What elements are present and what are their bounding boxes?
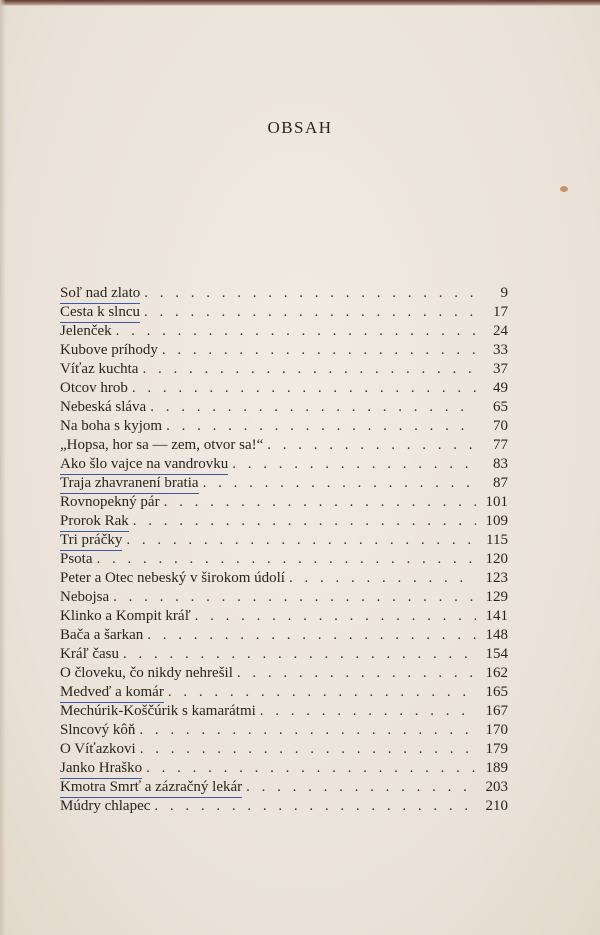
toc-entry [60,474,508,493]
dot-leader [260,702,476,721]
dot-leader [154,797,476,816]
toc-entry-title: Psota [60,551,93,567]
toc-entry-page: 49 [493,380,508,396]
dot-leader [116,322,476,341]
dot-leader [140,740,476,759]
toc-entry-title: Otcov hrob [60,380,128,396]
table-of-contents [60,284,508,816]
dot-leader [144,303,476,322]
toc-entry-page: 77 [493,437,508,453]
toc-entry-title: Bača a šarkan [60,627,144,643]
dot-leader [147,626,476,645]
dot-leader [132,379,476,398]
toc-entry-page: 189 [485,760,508,776]
dot-leader [162,341,476,360]
toc-entry [60,493,508,512]
toc-entry-page: 9 [500,285,508,301]
paper-stain [560,186,568,192]
toc-entry-title: „Hopsa, hor sa — zem, otvor sa!“ [60,437,264,453]
toc-entry-page: 83 [493,456,508,472]
toc-entry-page: 33 [493,342,508,358]
toc-entry [60,759,508,778]
toc-entry-title: Janko Hraško [60,759,142,779]
toc-entry [60,303,508,322]
page-title: OBSAH [267,118,333,137]
dot-leader [126,531,476,550]
toc-entry [60,550,508,569]
toc-entry-page: 17 [493,304,508,320]
dot-leader [203,474,476,493]
toc-entry [60,512,508,531]
toc-entry [60,455,508,474]
dot-leader [150,398,476,417]
toc-entry [60,797,508,816]
toc-entry [60,322,508,341]
toc-entry [60,569,508,588]
dot-leader [144,284,476,303]
toc-entry [60,398,508,417]
dot-leader [142,360,476,379]
toc-entry-page: 210 [485,798,508,814]
dot-leader [113,588,476,607]
dot-leader [195,607,476,626]
toc-entry-page: 87 [493,475,508,491]
dot-leader [289,569,476,588]
dot-leader [246,778,476,797]
toc-entry-title: Traja zhavranení bratia [60,474,199,494]
toc-entry-page: 141 [485,608,508,624]
toc-entry [60,702,508,721]
toc-entry-title: Kráľ času [60,646,119,662]
toc-entry-title: Cesta k slncu [60,303,140,323]
toc-entry [60,284,508,303]
dot-leader [123,645,476,664]
toc-entry [60,645,508,664]
toc-entry-title: Nebojsa [60,589,110,605]
dot-leader [133,512,476,531]
toc-entry [60,721,508,740]
dot-leader [164,493,476,512]
toc-entry-page: 167 [485,703,508,719]
toc-entry-page: 179 [485,741,508,757]
toc-entry-title: Mechúrik-Koščúrik s kamarátmi [60,703,256,719]
toc-entry-page: 148 [485,627,508,643]
page-top-edge [0,0,600,6]
toc-entry-title: Peter a Otec nebeský v širokom údolí [60,570,285,586]
toc-entry-title: Nebeská sláva [60,399,147,415]
toc-entry-title: Kubove príhody [60,342,158,358]
toc-entry-title: Klinko a Kompit kráľ [60,608,191,624]
toc-entry-page: 162 [485,665,508,681]
toc-entry [60,664,508,683]
toc-entry [60,588,508,607]
toc-entry-title: Jelenček [60,323,112,339]
toc-entry [60,436,508,455]
toc-entry-page: 123 [485,570,508,586]
toc-entry-page: 24 [493,323,508,339]
toc-entry [60,683,508,702]
toc-entry [60,607,508,626]
dot-leader [232,455,476,474]
toc-entry [60,360,508,379]
dot-leader [267,436,476,455]
dot-leader [146,759,476,778]
toc-entry-page: 170 [485,722,508,738]
toc-entry [60,778,508,797]
toc-entry-title: Ako šlo vajce na vandrovku [60,455,228,475]
toc-entry-page: 120 [485,551,508,567]
toc-entry-title: Soľ nad zlato [60,284,140,304]
toc-entry-title: Rovnopekný pár [60,494,160,510]
toc-entry-title: Kmotra Smrť a zázračný lekár [60,778,242,798]
toc-entry-title: Tri práčky [60,531,122,551]
toc-entry-page: 115 [486,532,508,548]
dot-leader [237,664,476,683]
toc-entry-title: O človeku, čo nikdy nehrešil [60,665,233,681]
dot-leader [168,683,476,702]
toc-entry-title: Víťaz kuchta [60,361,139,377]
toc-entry-title: O Víťazkovi [60,741,136,757]
toc-entry-title: Prorok Rak [60,512,129,532]
toc-entry-page: 70 [493,418,508,434]
toc-entry-page: 101 [485,494,508,510]
toc-entry-page: 37 [493,361,508,377]
toc-entry [60,626,508,645]
toc-entry-page: 203 [485,779,508,795]
toc-entry-title: Medveď a komár [60,683,164,703]
toc-entry [60,417,508,436]
toc-entry-title: Na boha s kyjom [60,418,163,434]
page-gutter-shadow [0,0,6,935]
toc-entry [60,531,508,550]
toc-entry-title: Slncový kôň [60,722,136,738]
toc-entry [60,740,508,759]
toc-entry-title: Múdry chlapec [60,798,151,814]
dot-leader [97,550,476,569]
dot-leader [139,721,476,740]
toc-entry-page: 109 [485,513,508,529]
toc-entry-page: 165 [485,684,508,700]
toc-entry [60,341,508,360]
toc-entry [60,379,508,398]
toc-entry-page: 154 [485,646,508,662]
toc-entry-page: 65 [493,399,508,415]
dot-leader [166,417,476,436]
toc-entry-page: 129 [485,589,508,605]
